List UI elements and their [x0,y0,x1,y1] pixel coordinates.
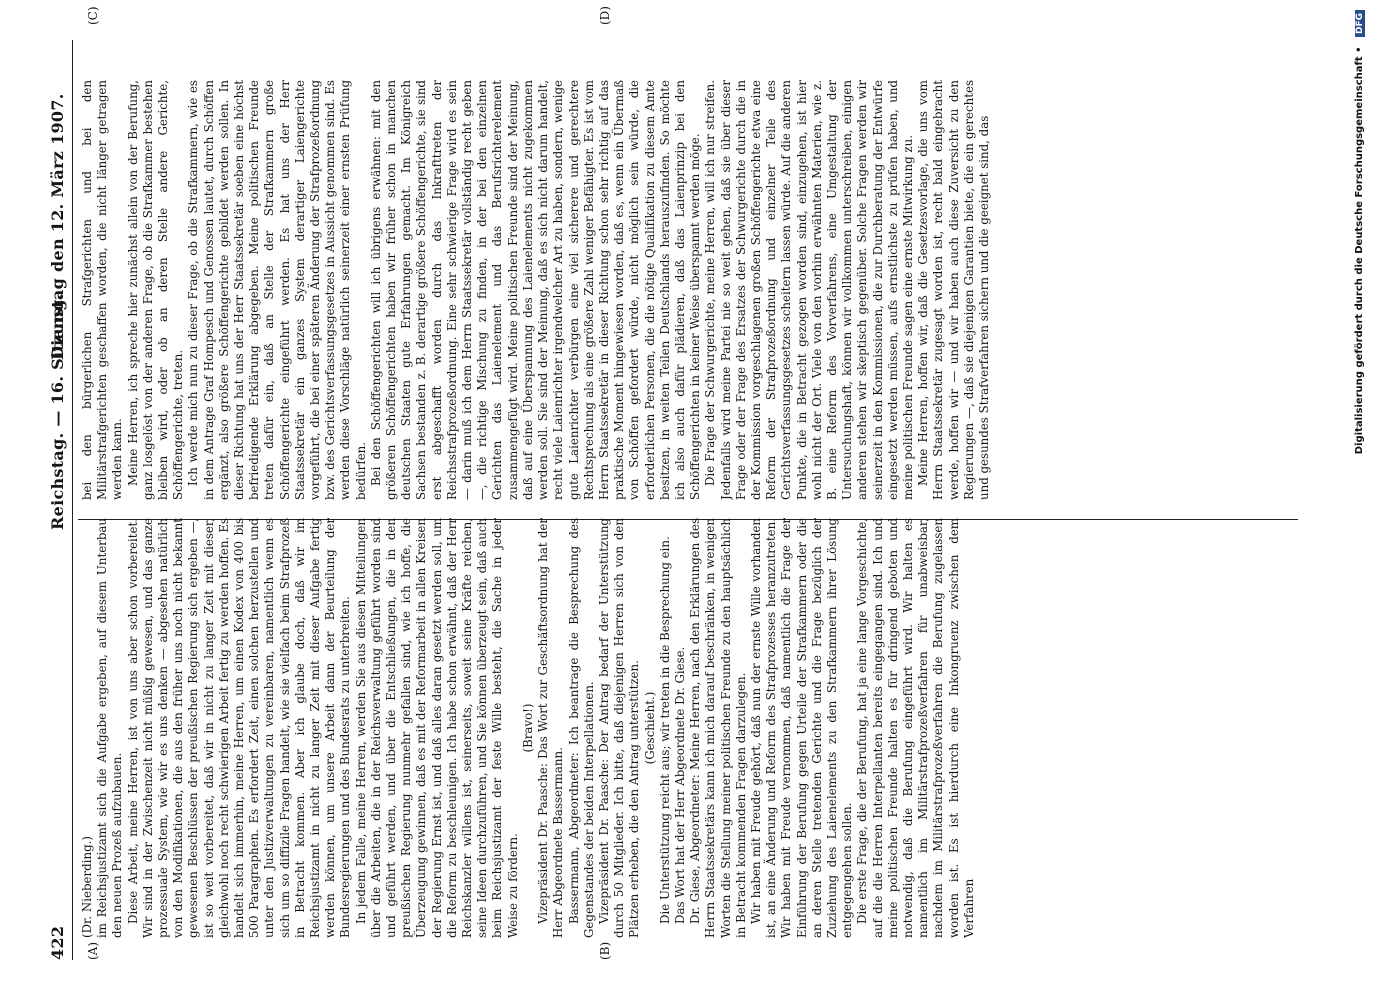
left-text-column [80,518,1320,938]
paragraph: Bei den Schöffengerichten will ich übrigens erwähnen: mit den größeren Schöffengerichten haben wir früher schon in manchen deutschen Staaten gute Erfahrungen gemacht. Im Königreich Sachsen bestanden z. B. derartige größere Schöffengerichte, sie sind erst abgeschafft worden durch das Inkrafttreten der Reichsstrafprozeßordnung. Eine sehr schwierige Frage wird es sein — darin muß ich dem Herrn Staatssekretär vollständig recht geben —, die richtige Mischung zu finden, in der bei den einzelnen Gerichten das Laienelement und das Berufsrichterelement zusammengefügt wird. Meine politischen Freunde sind der Meinung, daß auf eine Überspannung des Laienelements nicht zugekommen werden soll. Sie sind der Meinung, daß es sich nicht darum handelt, recht viele Laienrichter irgendwelcher Art zu haben, sondern, wenige gute Laienrichter verbürgen eine viel sicherere und gerechtere Rechtsprechung als eine größere Zahl weniger Befähigter. Es ist vom Herrn Staatssekretär in dieser Richtung schon sehr richtig auf das praktische Moment hingewiesen worden, daß es, wenn ein Übermaß von Schöffen gefordert würde, nicht möglich sein würde, die erforderlichen Personen, die die nötige Qualifikation zu diesem Amte besitzen, in weiten Teilen Deutschlands herauszufinden. So möchte ich also auch dafür plädieren, daß das Laienprinzip bei den Schöffengerichten in keiner Weise überspannt werden möge. [368,80,703,500]
paragraph: In jedem Falle, meine Herren, werden Sie aus diesen Mitteilungen über die Arbeiten, die in der Reichsverwaltung geführt worden sind und geführt werden, und über die Entschließungen, die in den preußischen Regierung nunmehr gefallen sind, wie ich hoffe, die Überzeugung gewinnen, daß es mit der Reformarbeit in allen Kreisen der Regierung Ernst ist, und daß alles daran gesetzt werden soll, um die Reform zu beschleunigen. Ich habe schon erwähnt, daß der Herr Reichskanzler willens ist, seinerseits, soweit seine Kräfte reichen, seine Ideen durchzuführen, und Sie können überzeugt sein, daß auch beim Reichsjustizamt der feste Wille besteht, die Sache in jeder Weise zu fördern. [353,518,520,938]
paragraph: Meine Herren, hoffen wir, daß die Gesetzesvorlage, die uns vom Herrn Staatssekretär zugesagt worden ist, recht bald eingebracht werde, hoffen wir — und wir haben auch diese Zuversicht zu den Regierungen —, daß sie diejenigen Garantien biete, die ein gerechtes und gesundes Strafverfahren sichern und die geeignet sind, das [916,80,991,500]
paragraph: Die Unterstützung reicht aus; wir treten in die Besprechung ein. [657,536,672,924]
margin-marker-b: (B) [598,941,612,960]
digitization-note-text: Digitalisierung gefördert durch die Deutsche Forschungsgemeinschaft • [1354,46,1365,455]
paragraph: Die Frage der Schwurgerichte, meine Herren, will ich nur streifen. Jedenfalls wird meine Partei nie so weit gehen, daß sie über dieser Frage oder der Frage des Ersatzes der Schwurgerichte durch die in der Kommission vorgeschlagenen großen Schöffengerichte etwa eine Reform der Strafprozeßordnung und einzelner Teile des Gerichtsverfassungsgesetzes scheitern lassen würde. Auf die anderen Punkte, die in Betracht gezogen worden sind, einzugehen, ist hier wohl nicht der Ort. Viele von den vorhin erwähnten Materien, wie z. B. eine Reform des Vorverfahrens, eine Umgestaltung der Untersuchungshaft, können wir vollkommen unterschreiben, einigen anderen stehen wir skeptisch gegenüber. Solche Fragen werden wir seinerzeit in den Kommissionen, die zur Durchberatung der Entwürfe eingesetzt werden müssen, aufs ernstlichste zu prüfen haben, und meine politischen Freunde sagen eine ernste Mitwirkung zu. [703,80,915,500]
page-number: 422 [48,925,67,960]
paragraph: Wir haben mit Freude gehört, daß nun der ernste Wille vorhanden ist, an eine Änderung und Reform des Strafprozesses heranzutreten. Wir haben mit Freude vernommen, daß namentlich die Frage der Einführung der Berufung gegen Urteile der Strafkammern oder die an deren Stelle tretenden Gerichte und die Frage bezüglich der Zuziehung des Laienelements zu den Strafkammern ihrer Lösung entgegengehen sollen. [748,518,855,938]
paragraph: Vizepräsident Dr. Paasche: Der Antrag bedarf der Unterstützung durch 50 Mitglieder. Ich bitte, daß diejenigen Herren sich von den Plätzen erheben, die den Antrag unterstützen. [596,518,642,938]
paragraph: Meine Herren, ich spreche hier zunächst allein von der Berufung, ganz losgelöst von der anderen Frage, ob die Strafkammer bestehen bleiben wird, oder ob an deren Stelle andere Gerichte, Schöffengerichte, treten. [125,80,186,500]
paragraph: im Reichsjustizamt sich die Aufgabe ergeben, auf diesem Unterbau den neuen Prozeß aufzubauen. [95,518,125,938]
speaker-reference: (Dr. Nieberding.) [80,836,94,938]
margin-marker-a: (A) [86,941,100,960]
margin-marker-c: (C) [86,6,100,25]
right-text-column [80,80,1320,500]
interjection: (Bravo!) [520,703,535,753]
paragraph: Diese Arbeit, meine Herren, ist von uns aber schon vorbereitet. Wir sind in der Zwischenzeit nicht müßig gewesen, und das ganze prozessuale System, wie wir es uns denken — abgesehen natürlich von den Modifikationen, die aus den früher uns noch nicht bekannt gewesenen Beschlüssen der preußischen Regierung sich ergeben —, ist so weit vorbereitet, daß wir in nicht zu langer Zeit mit dieser, gleichwohl noch recht schwierigen Arbeit fertig zu werden hoffen. Es handelt sich immerhin, meine Herren, um einen Kodex von 400 bis 500 Paragraphen. Es erfordert Zeit, einen solchen herzustellen und unter den Justizverwaltungen zu vereinbaren, namentlich wenn es sich um so diffizile Fragen handelt, wie sie vielfach beim Strafprozeß in Betracht kommen. Aber ich glaube doch, daß wir im Reichsjustizamt in nicht zu langer Zeit mit dieser Aufgabe fertig werden können, um unsere Arbeit dann der Beurteilung der Bundesregierungen und des Bundesrats zu unterbreiten. [125,518,353,938]
digitization-note [1350,10,1370,990]
dfg-logo: DFG [1355,10,1365,37]
header-date: Dienstag den 12. März 1907. [48,93,67,360]
paragraph: Das Wort hat der Herr Abgeordnete Dr. Giese. [672,646,687,924]
header-rule [72,40,73,960]
paragraph: Ich werde mich nun zu dieser Frage, ob die Strafkammern, wie es in dem Antrage Graf Hompesch und Genossen lautet, durch Schöffen ergänzt, also größere Schöffengerichte gebildet werden sollen. In dieser Richtung hat uns der Herr Staatssekretär soeben eine höchst befriedigende Erklärung abgegeben. Meine politischen Freunde treten dafür ein, daß an Stelle der Strafkammern große Schöffengerichte eingeführt werden. Es hat uns der Herr Staatssekretär ein ganzes System derartiger Laiengerichte vorgeführt, die bei einer späteren Änderung der Strafprozeßordnung bzw. des Gerichtsverfassungsgesetzes in Aussicht genommen sind. Es werden diese Vorschläge natürlich seinerzeit einer ernsten Prüfung bedürfen. [186,80,368,500]
paragraph: Die erste Frage, die der Berufung, hat ja eine lange Vorgeschichte, auf die die Herren Interpellanten bereits eingegangen sind. Ich und meine politischen Freunde halten es für dringend geboten und notwendig, daß die Berufung eingeführt wird. Wir halten es namentlich im Militärstrafprozeßverfahren für unabweisbar, nachdem im Militärstrafprozeßverfahren die Berufung zugelassen worden ist. Es ist hierdurch eine Inkongruenz zwischen dem Verfahren [855,518,976,938]
paragraph: Dr. Giese, Abgeordneter: Meine Herren, nach den Erklärungen des Herrn Staatssekretärs kann ich mich darauf beschränken, in wenigen Worten die Stellung meiner politischen Freunde zu den hauptsächlich in Betracht kommenden Fragen darzulegen. [688,518,748,938]
interjection: (Geschieht.) [642,691,657,765]
header-session: Reichstag. — 16. Sitzung. [48,293,67,530]
paragraph: Vizepräsident Dr. Paasche: Das Wort zur Geschäftsordnung hat der Herr Abgeordnete Bassermann. [536,518,566,938]
paragraph: bei den bürgerlichen Strafgerichten und bei den Militärstrafgerichten geschaffen worden, die nicht länger getragen werden kann. [80,80,125,500]
margin-marker-d: (D) [598,6,612,25]
paragraph: Bassermann, Abgeordneter: Ich beantrage die Besprechung des Gegenstandes der beiden Interpellationen. [566,518,596,938]
